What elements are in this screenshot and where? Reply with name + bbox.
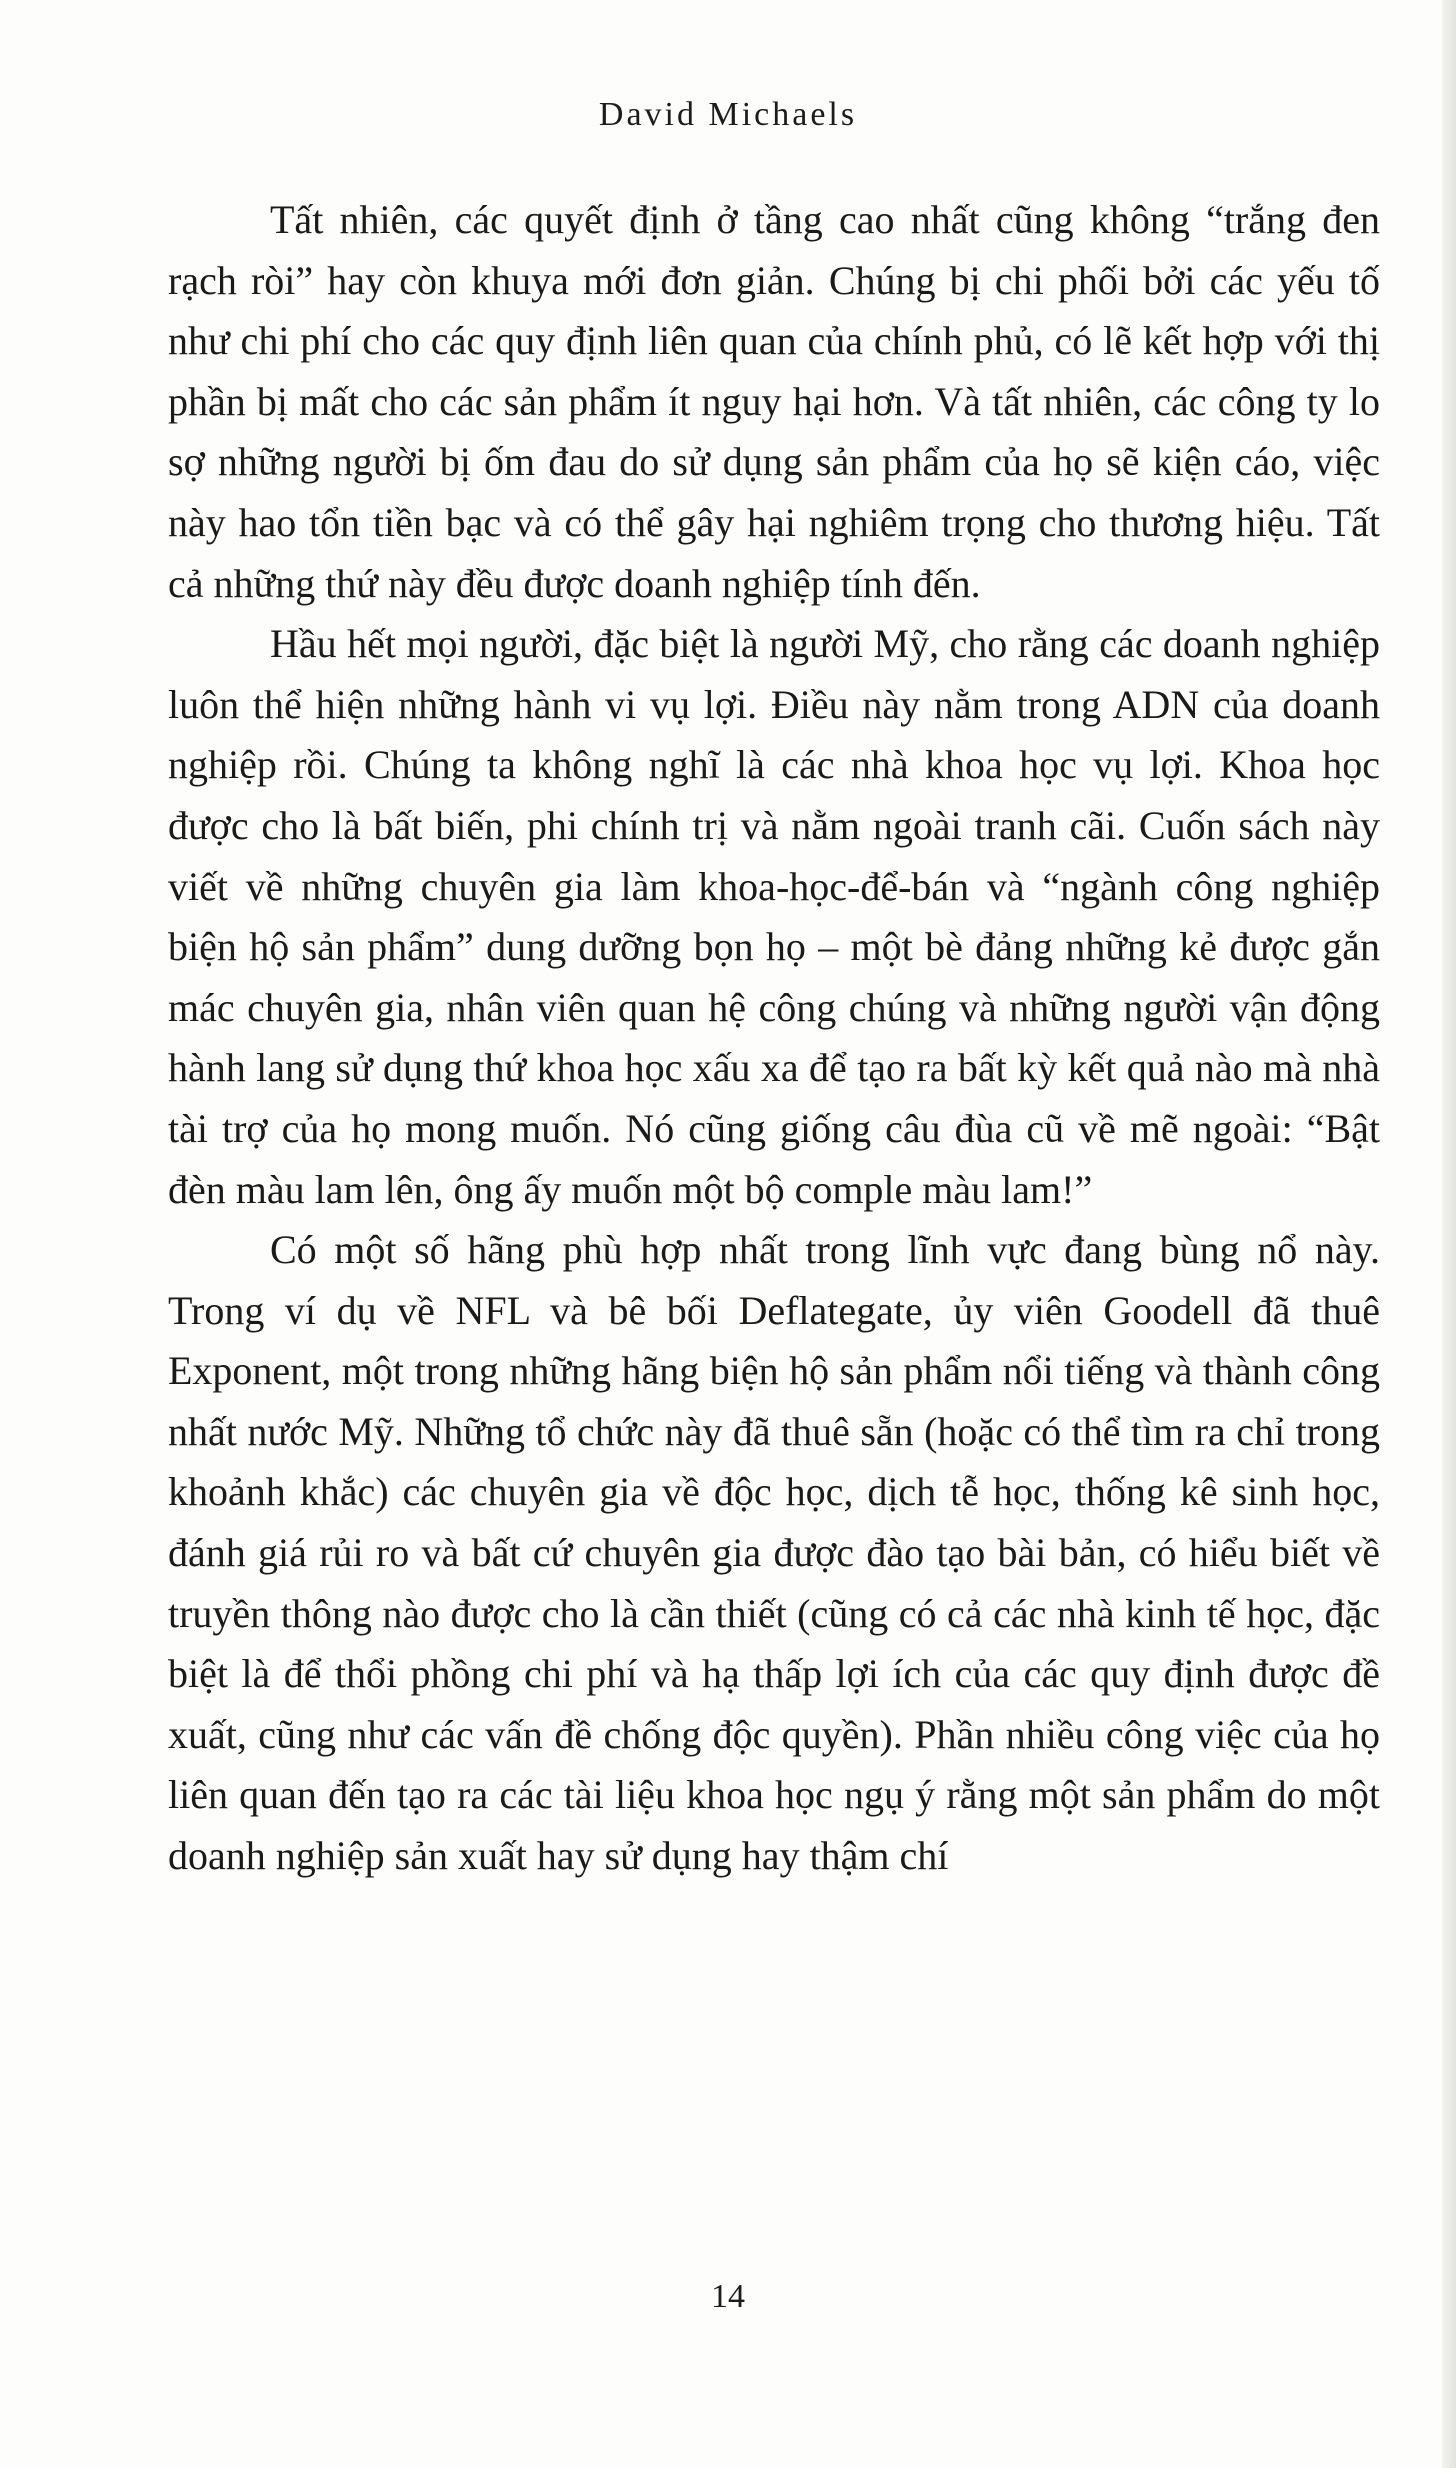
page-number: 14 [711,2278,745,2315]
body-text [168,190,1380,1887]
paragraph: Có một số hãng phù hợp nhất trong lĩnh vực đang bùng nổ này. Trong ví dụ về NFL và bê bối Deflategate, ủy viên Goodell đã thuê Exponent, một trong những hãng biện hộ sản phẩm nổi tiếng và thành công nhất nước Mỹ. Những tổ chức này đã thuê sẵn (hoặc có thể tìm ra chỉ trong khoảnh khắc) các chuyên gia về độc học, dịch tễ học, thống kê sinh học, đánh giá rủi ro và bất cứ chuyên gia được đào tạo bài bản, có hiểu biết về truyền thông nào được cho là cần thiết (cũng có cả các nhà kinh tế học, đặc biệt là để thổi phồng chi phí và hạ thấp lợi ích của các quy định được đề xuất, cũng như các vấn đề chống độc quyền). Phần nhiều công việc của họ liên quan đến tạo ra các tài liệu khoa học ngụ ý rằng một sản phẩm do một doanh nghiệp sản xuất hay sử dụng hay thậm chí [168,1227,1380,1879]
paragraph: Tất nhiên, các quyết định ở tầng cao nhất cũng không “trắng đen rạch ròi” hay còn khuya mới đơn giản. Chúng bị chi phối bởi các yếu tố như chi phí cho các quy định liên quan của chính phủ, có lẽ kết hợp với thị phần bị mất cho các sản phẩm ít nguy hại hơn. Và tất nhiên, các công ty lo sợ những người bị ốm đau do sử dụng sản phẩm của họ sẽ kiện cáo, việc này hao tổn tiền bạc và có thể gây hại nghiêm trọng cho thương hiệu. Tất cả những thứ này đều được doanh nghiệp tính đến. [168,197,1380,606]
running-head: David Michaels [598,96,858,133]
page-edge-shadow [1442,0,1456,2468]
paragraph: Hầu hết mọi người, đặc biệt là người Mỹ, cho rằng các doanh nghiệp luôn thể hiện những hành vi vụ lợi. Điều này nằm trong ADN của doanh nghiệp rồi. Chúng ta không nghĩ là các nhà khoa học vụ lợi. Khoa học được cho là bất biến, phi chính trị và nằm ngoài tranh cãi. Cuốn sách này viết về những chuyên gia làm khoa-học-để-bán và “ngành công nghiệp biện hộ sản phẩm” dung dưỡng bọn họ – một bè đảng những kẻ được gắn mác chuyên gia, nhân viên quan hệ công chúng và những người vận động hành lang sử dụng thứ khoa học xấu xa để tạo ra bất kỳ kết quả nào mà nhà tài trợ của họ mong muốn. Nó cũng giống câu đùa cũ về mẽ ngoài: “Bật đèn màu lam lên, ông ấy muốn một bộ comple màu lam!” [168,621,1380,1212]
